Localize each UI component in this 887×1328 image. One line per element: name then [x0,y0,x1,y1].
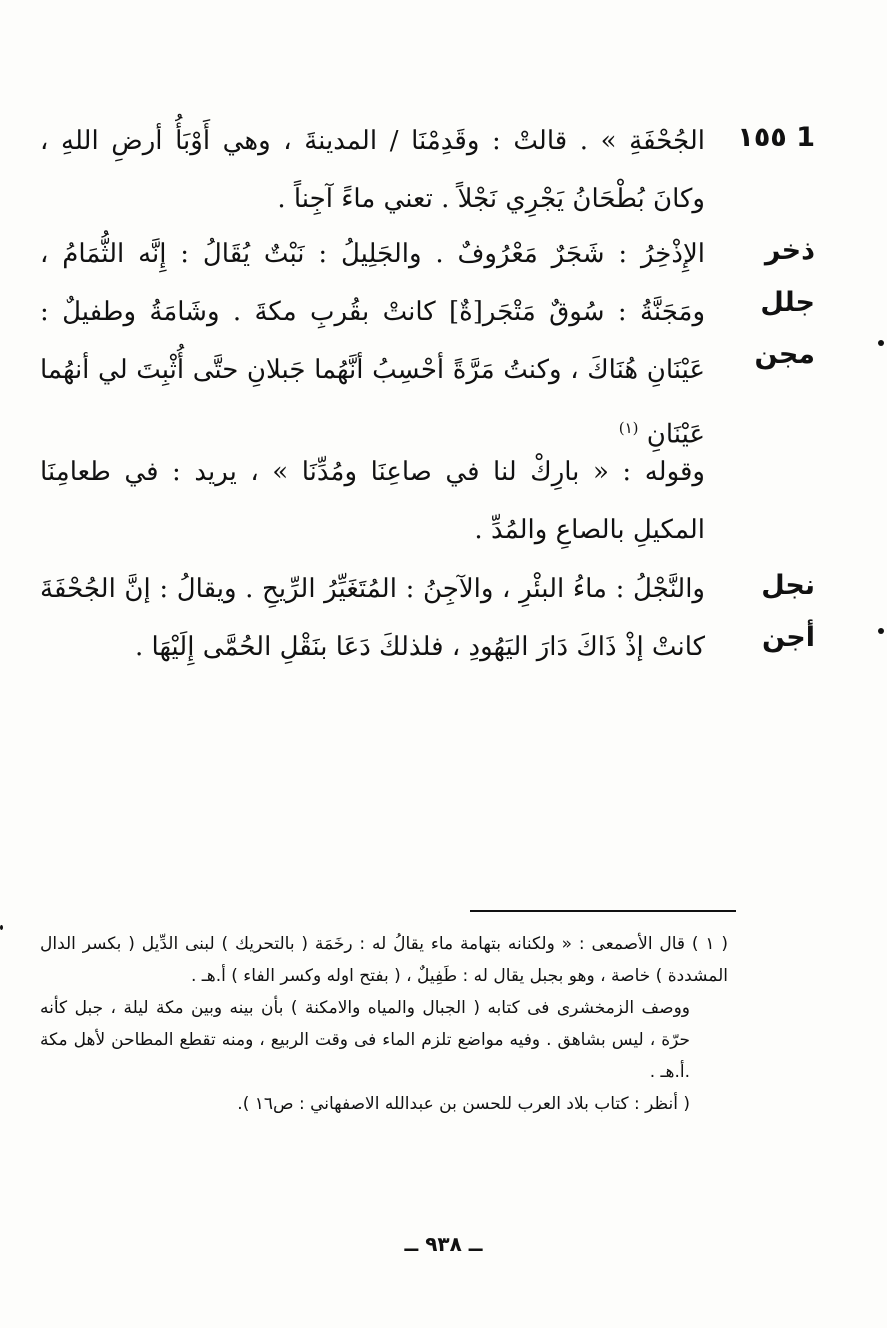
footnote: ( أنظر : كتاب بلاد العرب للحسن بن عبدالله الاصفهاني : ص١٦ ). [237,1094,690,1114]
entry-margin-label [725,112,815,164]
footnote-mark: (١) [618,419,639,437]
keyword: مجن [754,339,815,370]
reference-number: 1 ١٥٥ [737,122,815,153]
keyword: جلل [760,287,815,318]
scan-mark [878,628,884,634]
paragraph: الجُحْفَةِ » . قالتْ : وقَدِمْنَا / المدينةَ ، وهي أَوْبَأُ أرضِ اللهِ ، وكانَ بُطْحَانُ يَجْرِي نَجْلاً . تعني ماءً آجِناً . [40,126,705,214]
footnote: ( ١ ) قال الأصمعى : « ولكنانه بتهامة ماء يقالُ له : رخَمَة ( بالتحريك ) لبنى الدِّيل ( بكسر الدال المشددة ) خاصة ، وهو بجبل يقال له : طَفِيلٌ ، ( بفتح اوله وكسر الفاء ) أ.هـ . [40,934,728,986]
entry-1 [40,112,815,232]
entry-margin-keywords [725,225,815,381]
footnote-divider [470,910,736,912]
keyword: أجن [761,622,815,653]
entry-text [40,112,705,228]
footnote: ووصف الزمخشرى فى كتابه ( الجبال والمياه والامكنة ) بأن بينه وبين مكة ليلة ، جبل كأنه حرّة ، ليس بشاهق . وفيه مواضع تلزم الماء فى وقت الربيع ، ومنه تقطع المطاحن لأهل مكة .أ.هـ . [40,998,690,1082]
entry-text [40,560,705,676]
entry-text [40,443,705,559]
entry-2 [40,225,815,450]
entry-margin-keywords [725,560,815,664]
page-number: ــ ٩٣٨ ــ [404,1232,483,1256]
paragraph [40,225,705,464]
entry-3 [40,443,815,553]
scan-mark [878,340,884,346]
paragraph-text: الإِذْخِرُ : شَجَرٌ مَعْرُوفٌ . والجَلِيلُ : نَبْتٌ يُقَالُ : إِنَّه الثُّمَامُ ، ومَجَنَّةُ : سُوقٌ مَتْجَر[ةٌ] كانتْ بقُربِ مكةَ . وشَامَةُ وطفيلٌ : عَيْنَانِ هُنَاكَ ، وكنتُ مَرَّةً أحْسِبُ أنَّهُما جَبلانِ حتَّى أُثْبِتَ لي أنهُما عَيْنَانِ [40,239,706,450]
paragraph: والنَّجْلُ : ماءُ البئْرِ ، والآجِنُ : المُتَغَيِّرُ الرِّيحِ . ويقالُ : إنَّ الجُحْفَةَ كانتْ إذْ ذَاكَ دَارَ اليَهُودِ ، فلذلكَ دَعَا بنَقْلِ الحُمَّى إِلَيْهَا . [40,574,705,662]
footnotes [40,928,728,1120]
keyword: نجل [761,570,815,601]
scan-mark [0,925,3,930]
paragraph: وقوله : « بارِكْ لنا في صاعِنَا ومُدِّنَا » ، يريد : في طعامِنَا المكيلِ بالصاعِ والمُدِّ . [40,457,705,545]
keyword: ذخر [764,235,815,266]
entry-text [40,225,705,464]
entry-4 [40,560,815,730]
